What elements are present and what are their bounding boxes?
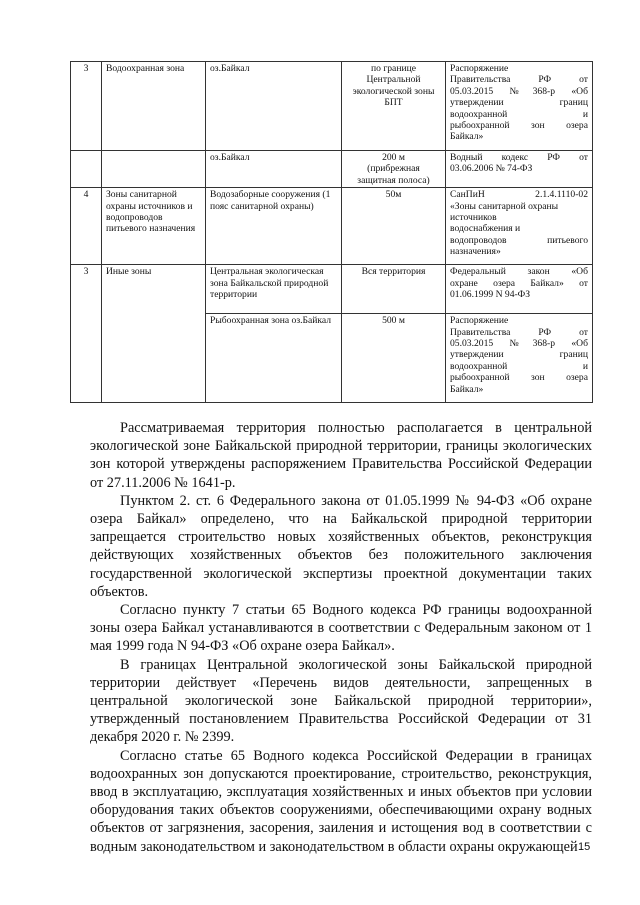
doc-line: 03.06.2006 № 74-ФЗ [450, 163, 533, 175]
zone-size [342, 265, 446, 314]
doc-line: Правительства РФ от [450, 74, 588, 86]
doc-line: Байкал» [450, 131, 484, 143]
zone-size [342, 188, 446, 265]
size-line: (прибрежная [367, 163, 420, 175]
size-line: 500 м [382, 315, 405, 327]
doc-line: 05.03.2015 №368-р «Об [450, 85, 588, 97]
doc-line: рыбоохранной зон озера [450, 120, 588, 132]
doc-line: Распоряжение [450, 315, 509, 327]
legal-document [446, 265, 593, 314]
size-line: БПТ [384, 97, 403, 109]
doc-line: «Зоны санитарной охраны [450, 200, 559, 212]
doc-line: Водный кодекс РФ от [450, 152, 588, 163]
row-number [71, 151, 102, 188]
doc-line: водопроводов питьевого [450, 234, 588, 246]
legal-document [446, 188, 593, 265]
paragraph: Согласно пункту 7 статьи 65 Водного кодекса РФ границы водоохранной зоны озера Байкал устанавливаются в соответствии с Федеральным законом от 1 мая 1999 года N 94-ФЗ «Об охране озера Байкал». [90, 602, 592, 655]
doc-line: охране озера Байкал» от [450, 277, 588, 289]
size-line: защитная полоса) [357, 174, 430, 186]
doc-line: 01.06.1999 N 94-ФЗ [450, 289, 531, 301]
doc-line: СанПиН 2.1.4.1110-02 [450, 189, 588, 201]
zone-name [102, 151, 206, 188]
doc-line: Распоряжение [450, 63, 509, 74]
paragraph: В границах Центральной экологической зоны Байкальской природной территории действует «Перечень видов деятельности, запрещенных в центральной экологической зоне Байкальской природной территории», утвержденный постановлением Правительства Российской Федерации от 31 декабря 2020 г. № 2399. [90, 656, 592, 746]
zone-size [342, 151, 446, 188]
size-line: экологической зоны [352, 85, 435, 97]
table-row [71, 188, 593, 265]
doc-line: Федеральный закон «Об [450, 266, 588, 278]
doc-line: рыбоохранной зон озера [450, 372, 588, 384]
zone-name: Зоны санитарной охраны источников и водопроводов питьевого назначения [102, 188, 206, 265]
zone-name: Иные зоны [102, 265, 206, 403]
doc-line: водоохранной и [450, 108, 588, 120]
doc-line: водоснабжения и [450, 223, 521, 235]
doc-line: назначения» [450, 246, 501, 258]
paragraph: Пунктом 2. ст. 6 Федерального закона от 01.05.1999 № 94-ФЗ «Об охране озера Байкал» определено, что на Байкальской природной территории запрещается строительство новых хозяйственных объектов, реконструкция действующих хозяйственных объектов без положительного заключения государственной экологической экспертизы проектной документации таких объектов. [90, 492, 592, 600]
doc-line: Правительства РФ от [450, 326, 588, 338]
doc-line: Байкал» [450, 383, 484, 395]
doc-line: утверждении границ [450, 97, 588, 109]
zones-table [70, 61, 593, 403]
table-row [71, 62, 593, 151]
row-number: 4 [71, 188, 102, 265]
zone-object: оз.Байкал [206, 151, 342, 188]
legal-document [446, 62, 593, 151]
doc-line: источников [450, 212, 497, 224]
size-line: 50м [385, 189, 402, 201]
row-number: 3 [71, 62, 102, 151]
paragraph: Согласно статье 65 Водного кодекса Российской Федерации в границах водоохранных зон допускаются проектирование, строительство, реконструкция, ввод в эксплуатацию, эксплуатация хозяйственных и иных объектов при условии оборудования таких объектов сооружениями, обеспечивающими охрану водных объектов от загрязнения, засорения, заиления и истощения вод в соответствии с водным законодательством и законодательством в области охраны окружающей [90, 747, 592, 855]
table-row [71, 151, 593, 188]
doc-line: 05.03.2015 №368-р «Об [450, 338, 588, 350]
zone-size [342, 314, 446, 403]
row-number: 3 [71, 265, 102, 403]
size-line: по границе [371, 63, 416, 74]
size-line: Центральной [366, 74, 421, 86]
doc-line: утверждении границ [450, 349, 588, 361]
size-line: Вся территория [361, 266, 426, 278]
zone-object: оз.Байкал [206, 62, 342, 151]
zone-size [342, 62, 446, 151]
legal-document [446, 314, 593, 403]
zone-object: Водозаборные сооружения (1 пояс санитарной охраны) [206, 188, 342, 265]
document-body [90, 419, 592, 856]
size-line: 200 м [382, 152, 405, 163]
legal-document [446, 151, 593, 188]
table-row [71, 265, 593, 314]
paragraph: Рассматриваемая территория полностью располагается в центральной экологической зоне Байкальской природной территории, границы экологических зон которой утверждены распоряжением Правительства Российской Федерации от 27.11.2006 № 1641-р. [90, 420, 592, 491]
doc-line: водоохранной и [450, 360, 588, 372]
zone-object: Центральная экологическая зона Байкальской природной территории [206, 265, 342, 314]
page-number: 15 [578, 841, 591, 853]
zone-name: Водоохранная зона [102, 62, 206, 151]
zone-object: Рыбоохранная зона оз.Байкал [206, 314, 342, 403]
